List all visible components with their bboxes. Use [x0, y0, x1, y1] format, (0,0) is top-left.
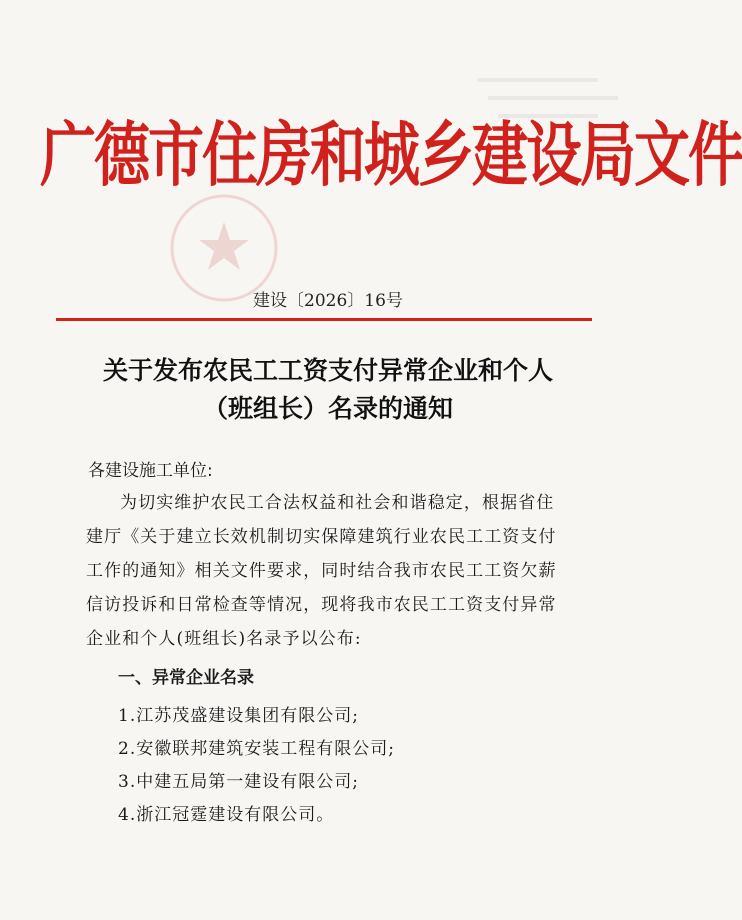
salutation: 各建设施工单位: [88, 461, 213, 481]
company-list-item: 4.浙江冠霆建设有限公司。 [118, 805, 335, 825]
body-line: 信访投诉和日常检查等情况，现将我市农民工工资支付异常 [86, 595, 557, 615]
body-line: 建厅《关于建立长效机制切实保障建筑行业农民工工资支付 [86, 527, 557, 547]
body-paragraph [86, 486, 592, 656]
body-line: 企业和个人(班组长)名录予以公布: [86, 629, 362, 649]
company-list-item: 1.江苏茂盛建设集团有限公司; [118, 706, 359, 726]
body-line: 工作的通知》相关文件要求，同时结合我市农民工工资欠薪 [86, 561, 557, 581]
notice-title [40, 352, 616, 428]
notice-title-line-1: 关于发布农民工工资支付异常企业和个人 [102, 356, 553, 385]
issuing-authority-header: 广德市住房和城乡建设局文件 [40, 113, 742, 197]
notice-title-line-2: （班组长）名录的通知 [202, 394, 453, 423]
company-list-item: 3.中建五局第一建设有限公司; [118, 772, 359, 792]
red-divider-line [56, 318, 592, 321]
body-line: 为切实维护农民工合法权益和社会和谐稳定，根据省住 [120, 493, 555, 513]
document-number: 建设〔2026〕16号 [253, 291, 403, 311]
company-list [118, 700, 395, 832]
section-heading-abnormal-companies: 一、异常企业名录 [118, 668, 254, 688]
company-list-item: 2.安徽联邦建筑安装工程有限公司; [118, 739, 395, 759]
